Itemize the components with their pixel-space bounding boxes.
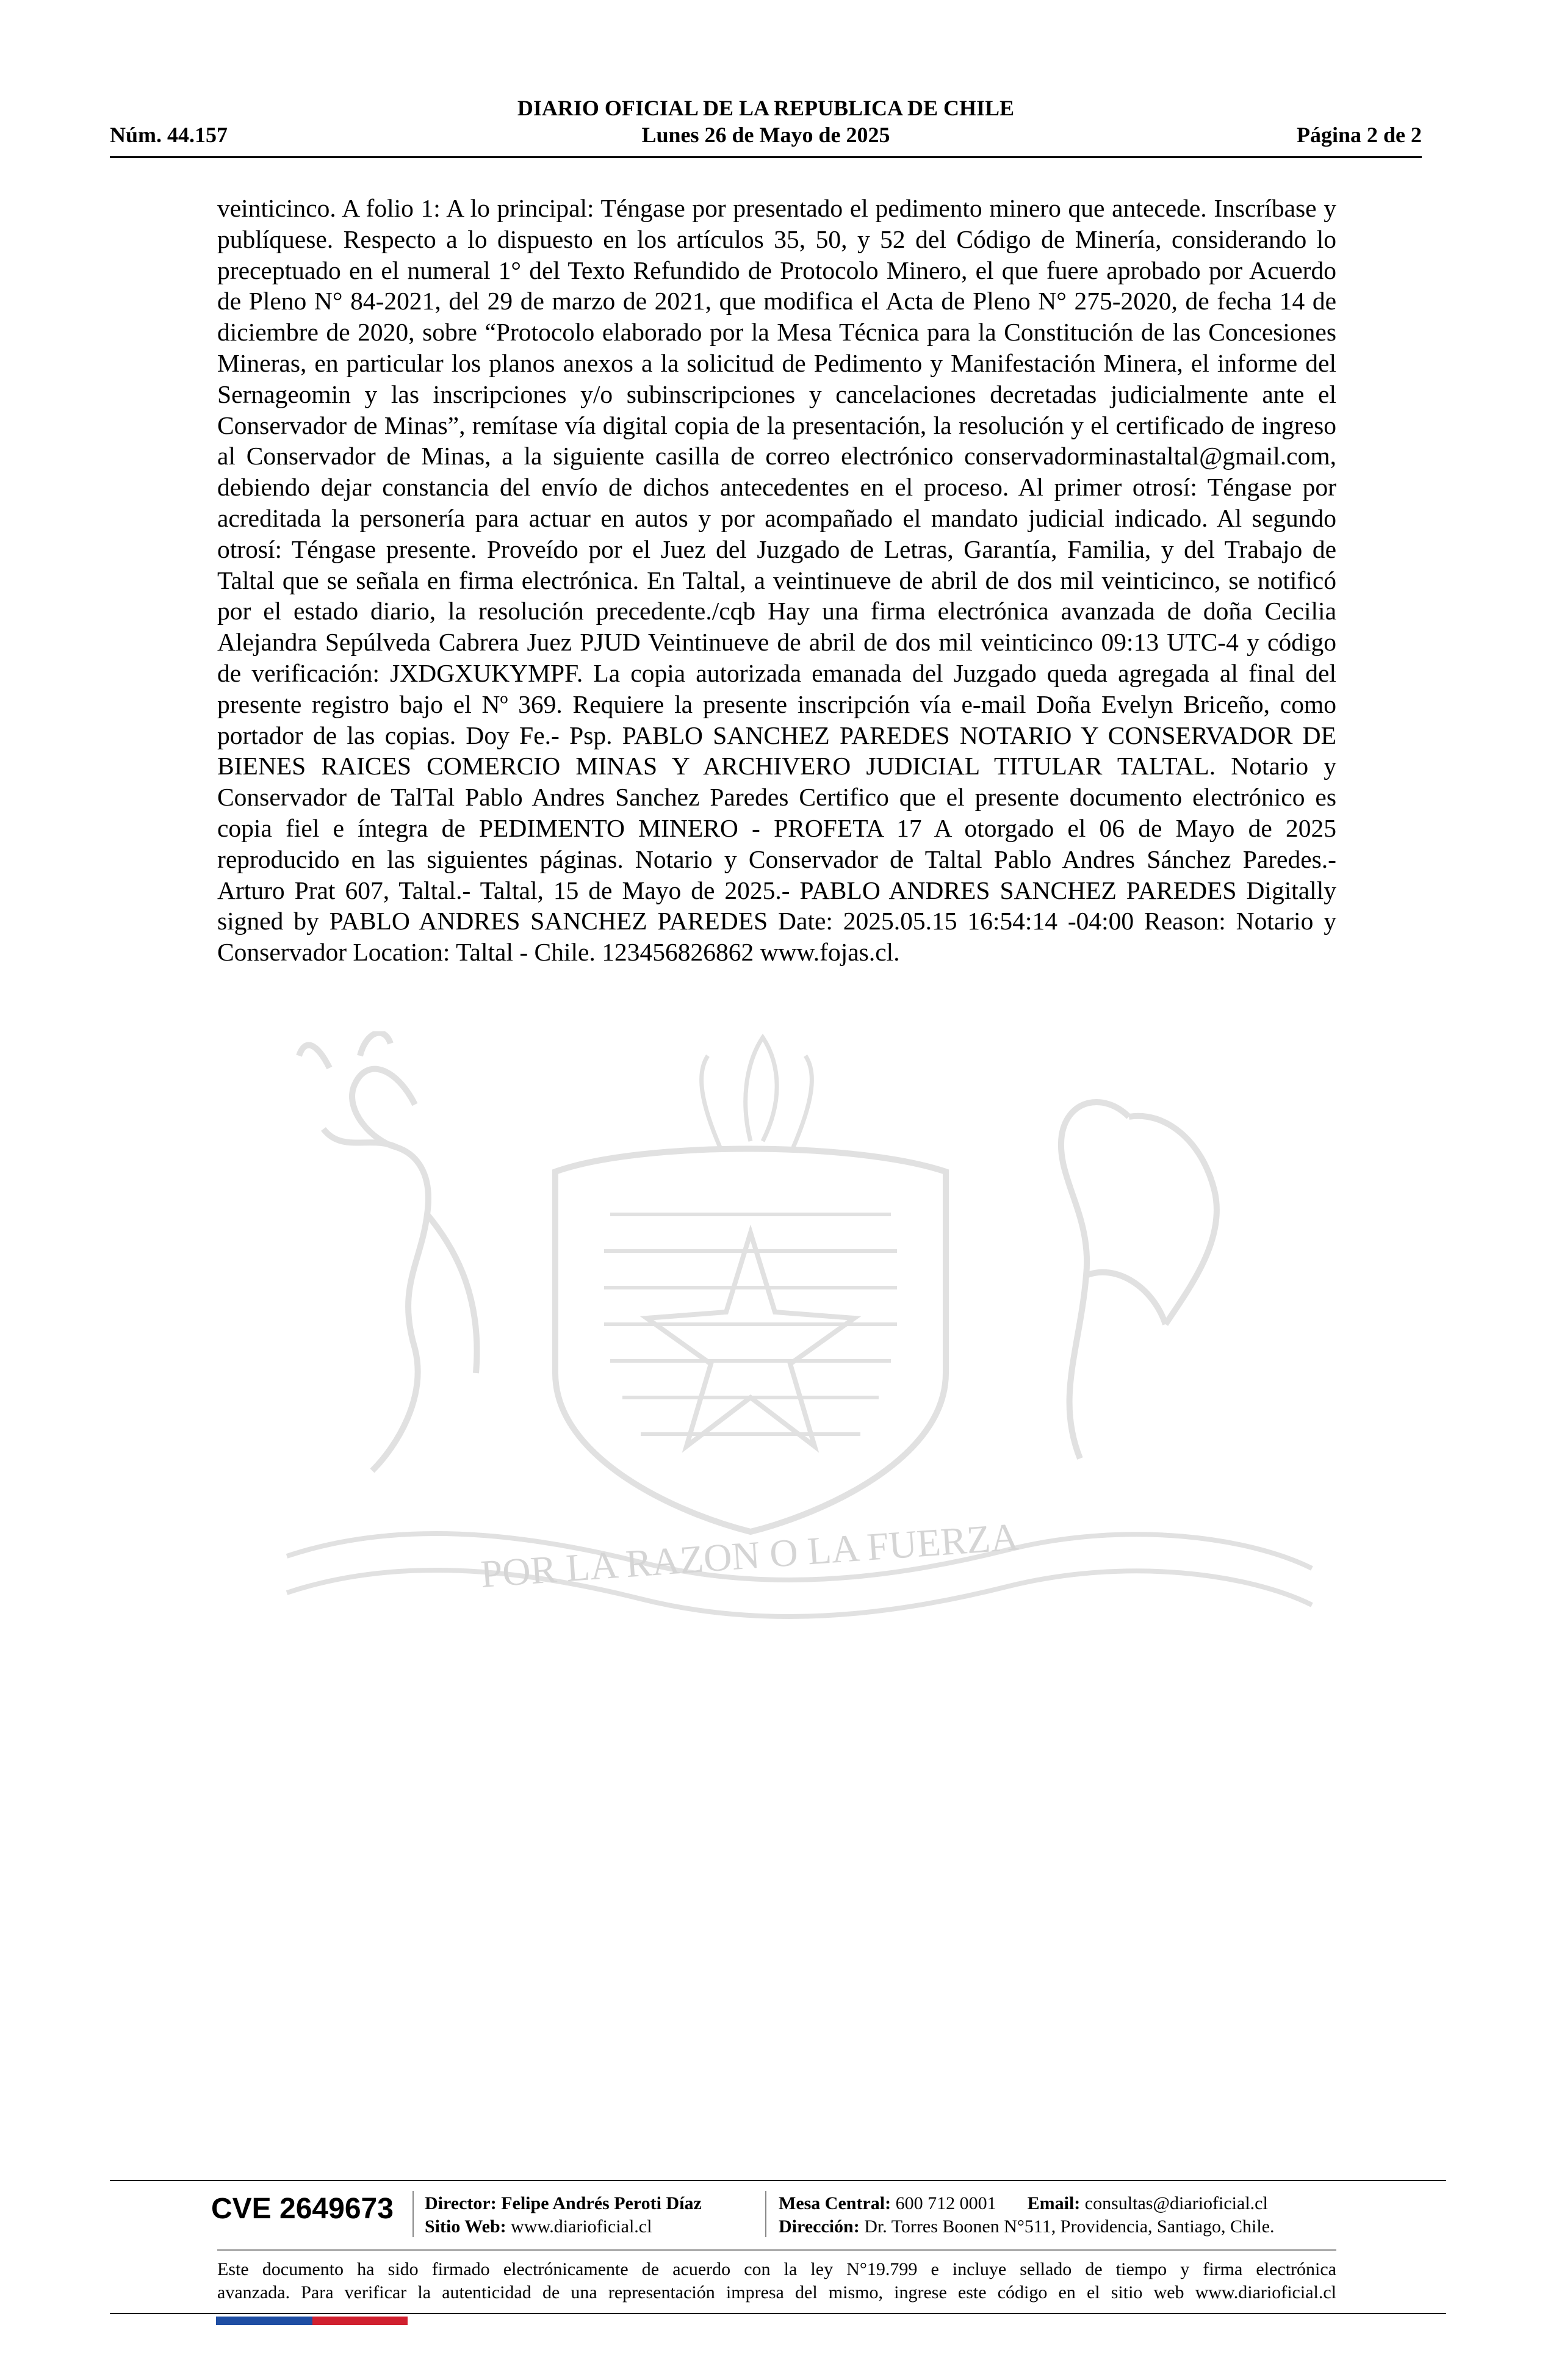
central-label: Mesa Central: <box>779 2193 891 2213</box>
email-label: Email: <box>1027 2193 1081 2213</box>
disclaimer-line-1: Este documento ha sido firmado electrónicamente de acuerdo con la ley N°19.799 e incluye sellado de tiempo y firma electrónica <box>217 2259 1336 2279</box>
coat-of-arms-watermark <box>214 1031 1342 1642</box>
address-line <box>779 2215 1275 2238</box>
cve-code: CVE 2649673 <box>211 2193 394 2225</box>
director-name: Felipe Andrés Peroti Díaz <box>501 2193 702 2213</box>
address-text: Dr. Torres Boonen N°511, Providencia, Santiago, Chile. <box>864 2216 1275 2237</box>
director-line <box>425 2192 702 2215</box>
document-body: veinticinco. A folio 1: A lo principal: Téngase por presentado el pedimento minero que antecede. Inscríbase y publíquese. Respecto a lo dispuesto en los artículos 35, 50, y 52 del Código de Minería, considerando lo preceptuado en el numeral 1° del Texto Refundido de Protocolo Minero, el que fuere aprobado por Acuerdo de Pleno N° 84-2021, del 29 de marzo de 2021, que modifica el Acta de Pleno N° 275-2020, de fecha 14 de diciembre de 2020, sobre “Protocolo elaborado por la Mesa Técnica para la Constitución de las Concesiones Mineras, en particular los planos anexos a la solicitud de Pedimento y Manifestación Minera, el informe del Sernageomin y las inscripciones y/o subinscripciones y cancelaciones decretadas judicialmente ante el Conservador de Minas”, remítase vía digital copia de la presentación, la resolución y el certificado de ingreso al Conservador de Minas, a la siguiente casilla de correo electrónico conservadorminastaltal@gmail.com, debiendo dejar constancia del envío de dichos antecedentes en el proceso. Al primer otrosí: Téngase por acreditada la personería para actuar en autos y por acompañado el mandato judicial indicado. Al segundo otrosí: Téngase presente. Proveído por el Juez del Juzgado de Letras, Garantía, Familia, y del Trabajo de Taltal que se señala en firma electrónica. En Taltal, a veintinueve de abril de dos mil veinticinco, se notificó por el estado diario, la resolución precedente./cqb Hay una firma electrónica avanzada de doña Cecilia Alejandra Sepúlveda Cabrera Juez PJUD Veintinueve de abril de dos mil veinticinco 09:13 UTC-4 y código de verificación: JXDGXUKYMPF. La copia autorizada emanada del Juzgado queda agregada al final del presente registro bajo el Nº 369. Requiere la presente inscripción vía e-mail Doña Evelyn Briceño, como portador de las copias. Doy Fe.- Psp. PABLO SANCHEZ PAREDES NOTARIO Y CONSERVADOR DE BIENES RAICES COMERCIO MINAS Y ARCHIVERO JUDICIAL TITULAR TALTAL. Notario y Conservador de TalTal Pablo Andres Sanchez Paredes Certifico que el presente documento electrónico es copia fiel e íntegra de PEDIMENTO MINERO - PROFETA 17 A otorgado el 06 de Mayo de 2025 reproducido en las siguientes páginas. Notario y Conservador de Taltal Pablo Andres Sánchez Paredes.- Arturo Prat 607, Taltal.- Taltal, 15 de Mayo de 2025.- PABLO ANDRES SANCHEZ PAREDES Digitally signed by PABLO ANDRES SANCHEZ PAREDES Date: 2025.05.15 16:54:14 -04:00 Reason: Notario y Conservador Location: Taltal - Chile. 123456826862 www.fojas.cl. <box>217 194 1336 967</box>
contact-line <box>779 2192 1268 2215</box>
website-line <box>425 2215 652 2238</box>
flag-stripe-blue <box>216 2317 312 2325</box>
website-link[interactable]: www.diarioficial.cl <box>511 2216 652 2237</box>
footer-separator <box>765 2191 766 2237</box>
footer-separator <box>412 2191 414 2237</box>
email-address[interactable]: consultas@diarioficial.cl <box>1084 2193 1268 2213</box>
footer-divider-top <box>110 2180 1446 2181</box>
flag-stripe-red <box>312 2317 408 2325</box>
header-divider <box>110 156 1422 158</box>
issue-date: Lunes 26 de Mayo de 2025 <box>641 123 890 147</box>
central-phone: 600 712 0001 <box>895 2193 996 2213</box>
issue-number: Núm. 44.157 <box>110 123 228 147</box>
page-number: Página 2 de 2 <box>1296 123 1422 147</box>
footer-divider-mid <box>217 2249 1336 2251</box>
website-label: Sitio Web: <box>425 2216 506 2237</box>
footer-divider-bottom <box>110 2313 1446 2314</box>
publication-title: DIARIO OFICIAL DE LA REPUBLICA DE CHILE <box>517 96 1015 120</box>
page-header <box>110 95 1422 156</box>
director-label: Director: <box>425 2193 497 2213</box>
address-label: Dirección: <box>779 2216 860 2237</box>
watermark-motto: POR LA RAZON O LA FUERZA <box>479 1515 1020 1596</box>
disclaimer-line-2: avanzada. Para verificar la autenticidad de una representación impresa del mismo, ingrese este código en el sitio web www.diarioficial.cl <box>217 2282 1336 2302</box>
